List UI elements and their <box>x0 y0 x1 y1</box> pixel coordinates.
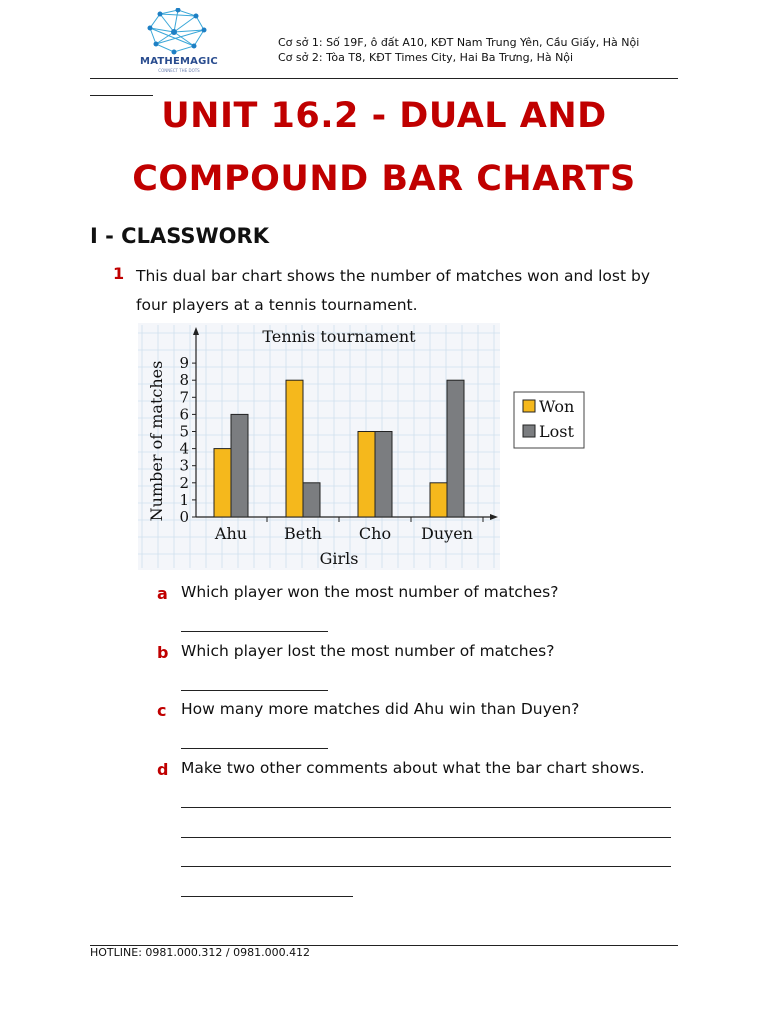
y-tick-label: 3 <box>179 456 189 475</box>
question-text: This dual bar chart shows the number of matches won and lost by four players at a tennis tournament. <box>136 267 651 314</box>
y-tick-label: 6 <box>179 405 189 424</box>
y-tick-label: 4 <box>179 439 189 458</box>
x-axis-label: Girls <box>319 549 359 568</box>
bar-won-ahu <box>214 449 231 517</box>
part-b-text: Which player lost the most number of matches? <box>181 642 555 660</box>
bar-won-cho <box>358 432 375 518</box>
part-a-text: Which player won the most number of matches? <box>181 583 559 601</box>
legend-label-won: Won <box>539 397 575 416</box>
page-title-line1: UNIT 16.2 - DUAL AND <box>161 96 607 136</box>
section-heading: I - CLASSWORK <box>90 224 269 248</box>
legend-swatch-lost <box>523 425 535 437</box>
y-tick-label: 9 <box>179 354 189 373</box>
bar-lost-ahu <box>231 414 248 517</box>
y-tick-label: 8 <box>179 371 189 390</box>
x-tick-label: Duyen <box>421 524 473 543</box>
y-tick-label: 5 <box>179 422 189 441</box>
part-c-text: How many more matches did Ahu win than Duyen? <box>181 700 580 718</box>
x-tick-label: Beth <box>284 524 322 543</box>
answer-line-b[interactable] <box>181 690 328 691</box>
bar-lost-duyen <box>447 380 464 517</box>
legend-swatch-won <box>523 400 535 412</box>
answer-line-c[interactable] <box>181 748 328 749</box>
bar-chart <box>138 323 588 573</box>
part-d-text: Make two other comments about what the bar chart shows. <box>181 759 645 777</box>
brand-tagline: CONNECT THE DOTS <box>158 68 200 73</box>
y-tick-label: 1 <box>179 490 189 509</box>
answer-line-a[interactable] <box>181 631 328 632</box>
chart-title: Tennis tournament <box>262 327 416 346</box>
address-1: Cơ sở 1: Số 19F, ô đất A10, KĐT Nam Trung Yên, Cầu Giấy, Hà Nội <box>278 36 640 49</box>
part-d-label: d <box>157 760 169 779</box>
bar-won-beth <box>286 380 303 517</box>
answer-line-d1[interactable] <box>181 807 671 808</box>
y-axis-label: Number of matches <box>147 360 166 522</box>
bar-lost-beth <box>303 483 320 517</box>
answer-line-d3[interactable] <box>181 866 671 867</box>
x-tick-label: Ahu <box>214 524 248 543</box>
answer-line-d4[interactable] <box>181 896 353 897</box>
answer-line-d2[interactable] <box>181 837 671 838</box>
address-2: Cơ sở 2: Tòa T8, KĐT Times City, Hai Ba Trưng, Hà Nội <box>278 51 574 64</box>
y-tick-label: 0 <box>179 508 189 526</box>
legend-label-lost: Lost <box>539 422 574 441</box>
part-b-label: b <box>157 643 169 662</box>
question-number: 1 <box>113 264 125 283</box>
page-title-line2: COMPOUND BAR CHARTS <box>132 159 636 199</box>
logo-network-icon <box>138 8 226 60</box>
brand-name: MATHEMAGIC <box>140 56 218 67</box>
bar-won-duyen <box>430 483 447 517</box>
footer-hotline: HOTLINE: 0981.000.312 / 0981.000.412 <box>90 946 311 959</box>
y-tick-label: 2 <box>179 473 189 492</box>
y-tick-label: 7 <box>179 388 189 407</box>
part-a-label: a <box>157 584 168 603</box>
x-tick-label: Cho <box>358 524 392 543</box>
header-rule <box>90 78 678 79</box>
bar-lost-cho <box>375 432 392 518</box>
part-c-label: c <box>157 701 167 720</box>
